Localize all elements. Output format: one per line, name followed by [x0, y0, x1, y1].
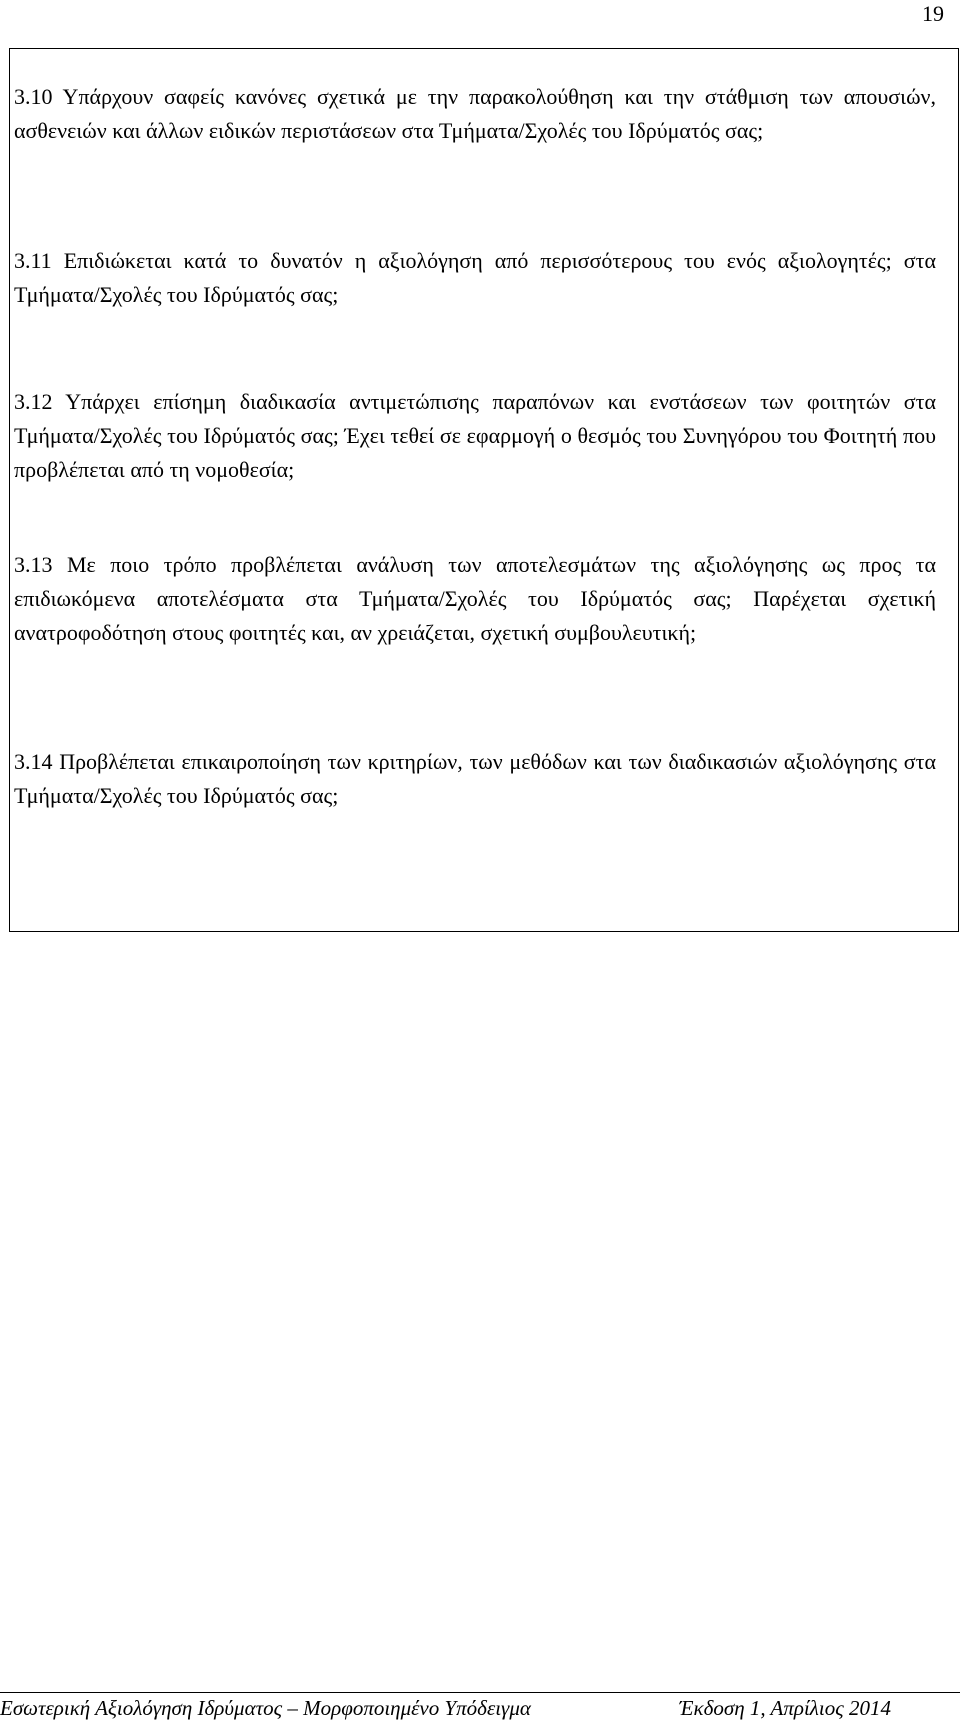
question-3-10: 3.10 Υπάρχουν σαφείς κανόνες σχετικά με την παρακολούθηση και την στάθμιση των απουσιών, ασθενειών και άλλων ειδικών περιστάσεων στα Τμήματα/Σχολές του Ιδρύματός σας;: [14, 84, 936, 143]
question-3-12: 3.12 Υπάρχει επίσημη διαδικασία αντιμετώπισης παραπόνων και ενστάσεων των φοιτητών στα Τμήματα/Σχολές του Ιδρύματός σας; Έχει τεθεί σε εφαρμογή ο θεσμός του Συνηγόρου του Φοιτητή που προβλέπεται από τη νομοθεσία;: [14, 389, 936, 482]
footer-version: Έκδοση 1, Απρίλιος 2014: [679, 1696, 891, 1720]
footer-divider: [0, 1692, 960, 1693]
question-3-13: 3.13 Με ποιο τρόπο προβλέπεται ανάλυση των αποτελεσμάτων της αξιολόγησης ως προς τα επιδιωκόμενα αποτελέσματα στα Τμήματα/Σχολές του Ιδρύματός σας; Παρέχεται σχετική ανατροφοδότηση στους φοιτητές και, αν χρειάζεται, σχετική συμβουλευτική;: [14, 552, 936, 645]
footer-document-title: Εσωτερική Αξιολόγηση Ιδρύματος – Μορφοποιημένο Υπόδειγμα: [0, 1696, 531, 1720]
page-footer: [0, 1692, 960, 1722]
page-number: 19: [922, 1, 944, 26]
question-3-14: 3.14 Προβλέπεται επικαιροποίηση των κριτηρίων, των μεθόδων και των διαδικασιών αξιολόγησης στα Τμήματα/Σχολές του Ιδρύματός σας;: [14, 749, 936, 808]
question-3-11: 3.11 Επιδιώκεται κατά το δυνατόν η αξιολόγηση από περισσότερους του ενός αξιολογητές; στα Τμήματα/Σχολές του Ιδρύματός σας;: [14, 248, 936, 307]
